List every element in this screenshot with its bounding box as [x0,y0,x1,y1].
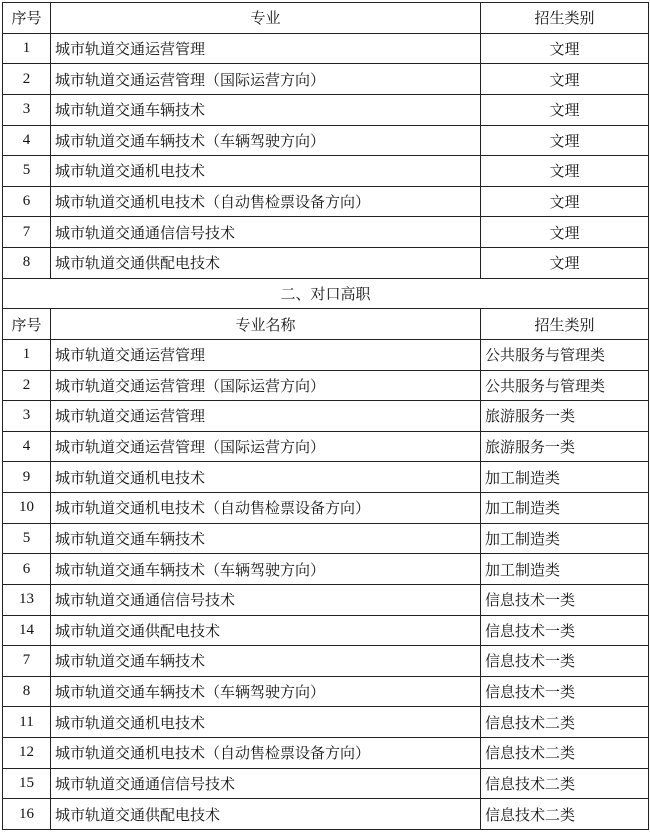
table2-row [3,493,649,524]
table2-row-no: 2 [3,370,51,401]
table1-row [3,156,649,187]
table2-row [3,799,649,830]
table2-row-category: 公共服务与管理类 [481,339,649,370]
table1-row-no: 2 [3,64,51,95]
enrollment-table [2,2,649,830]
table2-row-category: 信息技术二类 [481,738,649,769]
enrollment-table-body [3,3,649,830]
table2-row-major: 城市轨道交通供配电技术 [51,615,481,646]
table1-row [3,64,649,95]
table2-row [3,584,649,615]
table1-row [3,94,649,125]
table2-row-category: 加工制造类 [481,523,649,554]
table2-row [3,615,649,646]
table2-row-major: 城市轨道交通机电技术（自动售检票设备方向） [51,493,481,524]
table1-row-category: 文理 [481,248,649,279]
table2-row-category: 加工制造类 [481,554,649,585]
table2-row-no: 11 [3,707,51,738]
table2-row-category: 加工制造类 [481,493,649,524]
table2-row-major: 城市轨道交通运营管理（国际运营方向） [51,370,481,401]
table1-row-category: 文理 [481,217,649,248]
table1-row-category: 文理 [481,64,649,95]
table2-row-major: 城市轨道交通机电技术 [51,462,481,493]
table2-row-category: 信息技术二类 [481,707,649,738]
table1-row-no: 6 [3,186,51,217]
table1-row-major: 城市轨道交通运营管理 [51,33,481,64]
table1-row-category: 文理 [481,125,649,156]
table1-header-major: 专业 [51,3,481,34]
table2-row [3,554,649,585]
table2-row [3,768,649,799]
table1-row [3,125,649,156]
table2-row [3,738,649,769]
table2-row-major: 城市轨道交通车辆技术（车辆驾驶方向） [51,554,481,585]
table2-header-row [3,309,649,340]
table1-row-major: 城市轨道交通运营管理（国际运营方向） [51,64,481,95]
table2-row [3,646,649,677]
table2-row [3,431,649,462]
table2-row-major: 城市轨道交通车辆技术 [51,523,481,554]
table2-row-no: 14 [3,615,51,646]
table2-row-category: 信息技术一类 [481,676,649,707]
table2-row-no: 12 [3,738,51,769]
table2-row-major: 城市轨道交通通信信号技术 [51,584,481,615]
table1-row [3,33,649,64]
table2-row [3,676,649,707]
section-title: 二、对口高职 [3,278,649,309]
table1-row [3,248,649,279]
table2-row [3,462,649,493]
table1-row-major: 城市轨道交通供配电技术 [51,248,481,279]
table2-row [3,401,649,432]
table1-row-no: 3 [3,94,51,125]
table1-row-major: 城市轨道交通机电技术（自动售检票设备方向） [51,186,481,217]
table2-row-major: 城市轨道交通运营管理（国际运营方向） [51,431,481,462]
table1-row-category: 文理 [481,156,649,187]
table1-row-no: 7 [3,217,51,248]
table2-row [3,707,649,738]
table2-row-major: 城市轨道交通供配电技术 [51,799,481,830]
table2-row-major: 城市轨道交通通信信号技术 [51,768,481,799]
table2-row [3,339,649,370]
table2-header-major: 专业名称 [51,309,481,340]
table2-row-category: 信息技术二类 [481,799,649,830]
table2-header-category: 招生类别 [481,309,649,340]
table2-row-major: 城市轨道交通运营管理 [51,339,481,370]
table1-row-no: 8 [3,248,51,279]
table2-row-no: 8 [3,676,51,707]
table2-row-category: 旅游服务一类 [481,431,649,462]
table2-row-major: 城市轨道交通运营管理 [51,401,481,432]
table1-row-no: 1 [3,33,51,64]
table1-row [3,217,649,248]
table2-row-no: 13 [3,584,51,615]
table2-row-major: 城市轨道交通车辆技术 [51,646,481,677]
table2-row-category: 公共服务与管理类 [481,370,649,401]
table1-header-row [3,3,649,34]
table2-row-no: 16 [3,799,51,830]
table2-row-no: 15 [3,768,51,799]
table1-row-category: 文理 [481,186,649,217]
table1-header-no: 序号 [3,3,51,34]
table2-row-no: 6 [3,554,51,585]
table2-row-no: 4 [3,431,51,462]
table1-row-major: 城市轨道交通通信信号技术 [51,217,481,248]
table2-row-category: 信息技术一类 [481,646,649,677]
table2-row-no: 5 [3,523,51,554]
table2-row-category: 信息技术一类 [481,615,649,646]
table1-row [3,186,649,217]
table1-row-major: 城市轨道交通车辆技术 [51,94,481,125]
table1-row-major: 城市轨道交通机电技术 [51,156,481,187]
table2-row-major: 城市轨道交通车辆技术（车辆驾驶方向） [51,676,481,707]
table2-row [3,523,649,554]
table1-header-category: 招生类别 [481,3,649,34]
section-title-row [3,278,649,309]
table2-row-no: 3 [3,401,51,432]
table2-row-no: 1 [3,339,51,370]
table2-row-no: 10 [3,493,51,524]
table1-row-category: 文理 [481,33,649,64]
table1-row-no: 4 [3,125,51,156]
table2-row-major: 城市轨道交通机电技术（自动售检票设备方向） [51,738,481,769]
table1-row-major: 城市轨道交通车辆技术（车辆驾驶方向） [51,125,481,156]
table1-row-category: 文理 [481,94,649,125]
table2-row-major: 城市轨道交通机电技术 [51,707,481,738]
table1-row-no: 5 [3,156,51,187]
table2-row-no: 9 [3,462,51,493]
table2-row-category: 加工制造类 [481,462,649,493]
table2-header-no: 序号 [3,309,51,340]
table2-row-category: 信息技术二类 [481,768,649,799]
table2-row-category: 旅游服务一类 [481,401,649,432]
table2-row-no: 7 [3,646,51,677]
table2-row [3,370,649,401]
table2-row-category: 信息技术一类 [481,584,649,615]
